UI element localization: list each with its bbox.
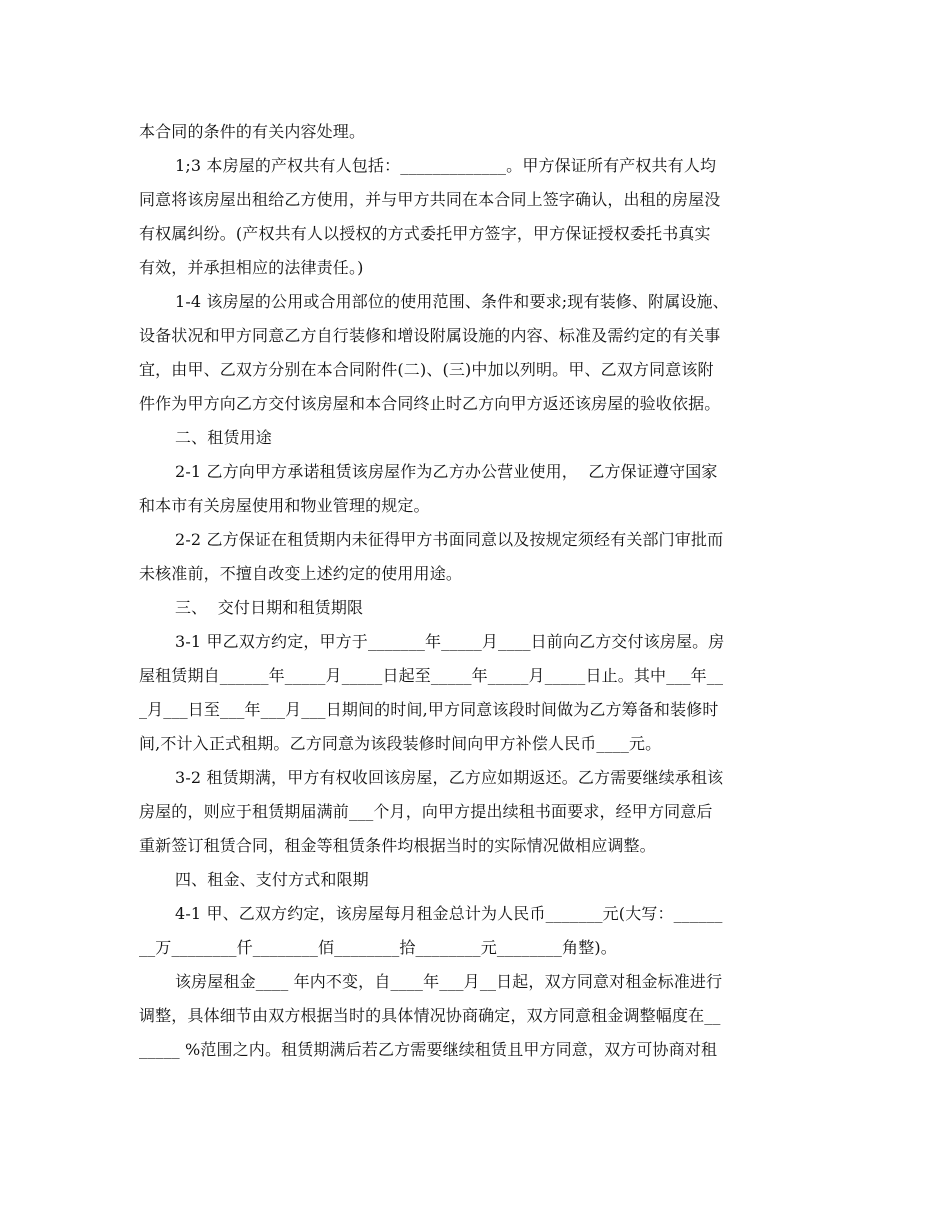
text-line: 本合同的条件的有关内容处理。	[139, 122, 366, 141]
text-line: 有权属纠纷。(产权共有人以授权的方式委托甲方签字，甲方保证授权委托书真实	[139, 224, 711, 243]
text-line: 2-2 乙方保证在租赁期内未征得甲方书面同意以及按规定须经有关部门审批而	[175, 530, 724, 549]
text-line: 重新签订租赁合同，租金等租赁条件均根据当时的实际情况做相应调整。	[139, 836, 656, 855]
text-line: __万________仟________佰________拾________元________角整)。	[139, 938, 617, 957]
text-line: 设备状况和甲方同意乙方自行装修和增设附属设施的内容、标准及需约定的有关事	[139, 326, 721, 345]
text-line: 二、租赁用途	[175, 428, 272, 447]
text-line: _月___日至___年___月___日期间的时间,甲方同意该段时间做为乙方筹备和装修时	[139, 700, 719, 719]
text-line: 该房屋租金____ 年内不变，自____年___月__日起，双方同意对租金标准进行	[175, 972, 723, 991]
text-line: 三、 交付日期和租赁期限	[175, 598, 364, 617]
text-line: 3-1 甲乙双方约定，甲方于_______年_____月____日前向乙方交付该房屋。房	[175, 632, 725, 651]
text-line: 屋租赁期自______年_____月_____日起至_____年_____月_____日止。其中___年__	[139, 666, 724, 685]
text-line: 未核准前，不擅自改变上述约定的使用用途。	[139, 564, 463, 583]
text-line: 3-2 租赁期满，甲方有权收回该房屋，乙方应如期返还。乙方需要继续承租该	[175, 768, 724, 787]
text-line: 宜，由甲、乙双方分别在本合同附件(二)、(三)中加以列明。甲、乙双方同意该附	[139, 360, 714, 379]
text-line: 调整，具体细节由双方根据当时的具体情况协商确定，双方同意租金调整幅度在__	[139, 1006, 721, 1025]
text-line: _____ %范围之内。租赁期满后若乙方需要继续租赁且甲方同意，双方可协商对租	[139, 1040, 718, 1059]
text-line: 四、租金、支付方式和限期	[175, 870, 369, 889]
text-line: 2-1 乙方向甲方承诺租赁该房屋作为乙方办公营业使用， 乙方保证遵守国家	[175, 462, 718, 481]
text-line: 同意将该房屋出租给乙方使用，并与甲方共同在本合同上签字确认，出租的房屋没	[139, 190, 721, 209]
text-line: 有效，并承担相应的法律责任。)	[139, 258, 364, 277]
text-line: 1;3 本房屋的产权共有人包括：_____________。甲方保证所有产权共有人均	[175, 156, 717, 175]
text-line: 件作为甲方向乙方交付该房屋和本合同终止时乙方向甲方返还该房屋的验收依据。	[139, 394, 721, 413]
text-line: 间,不计入正式租期。乙方同意为该段装修时间向甲方补偿人民币____元。	[139, 734, 662, 753]
text-line: 1-4 该房屋的公用或合用部位的使用范围、条件和要求;现有装修、附属设施、	[175, 292, 729, 311]
text-line: 4-1 甲、乙双方约定，该房屋每月租金总计为人民币_______元(大写：______	[175, 904, 723, 923]
text-line: 房屋的，则应于租赁期届满前___个月，向甲方提出续租书面要求，经甲方同意后	[139, 802, 713, 821]
contract-text	[139, 115, 819, 1067]
text-line: 和本市有关房屋使用和物业管理的规定。	[139, 496, 430, 515]
